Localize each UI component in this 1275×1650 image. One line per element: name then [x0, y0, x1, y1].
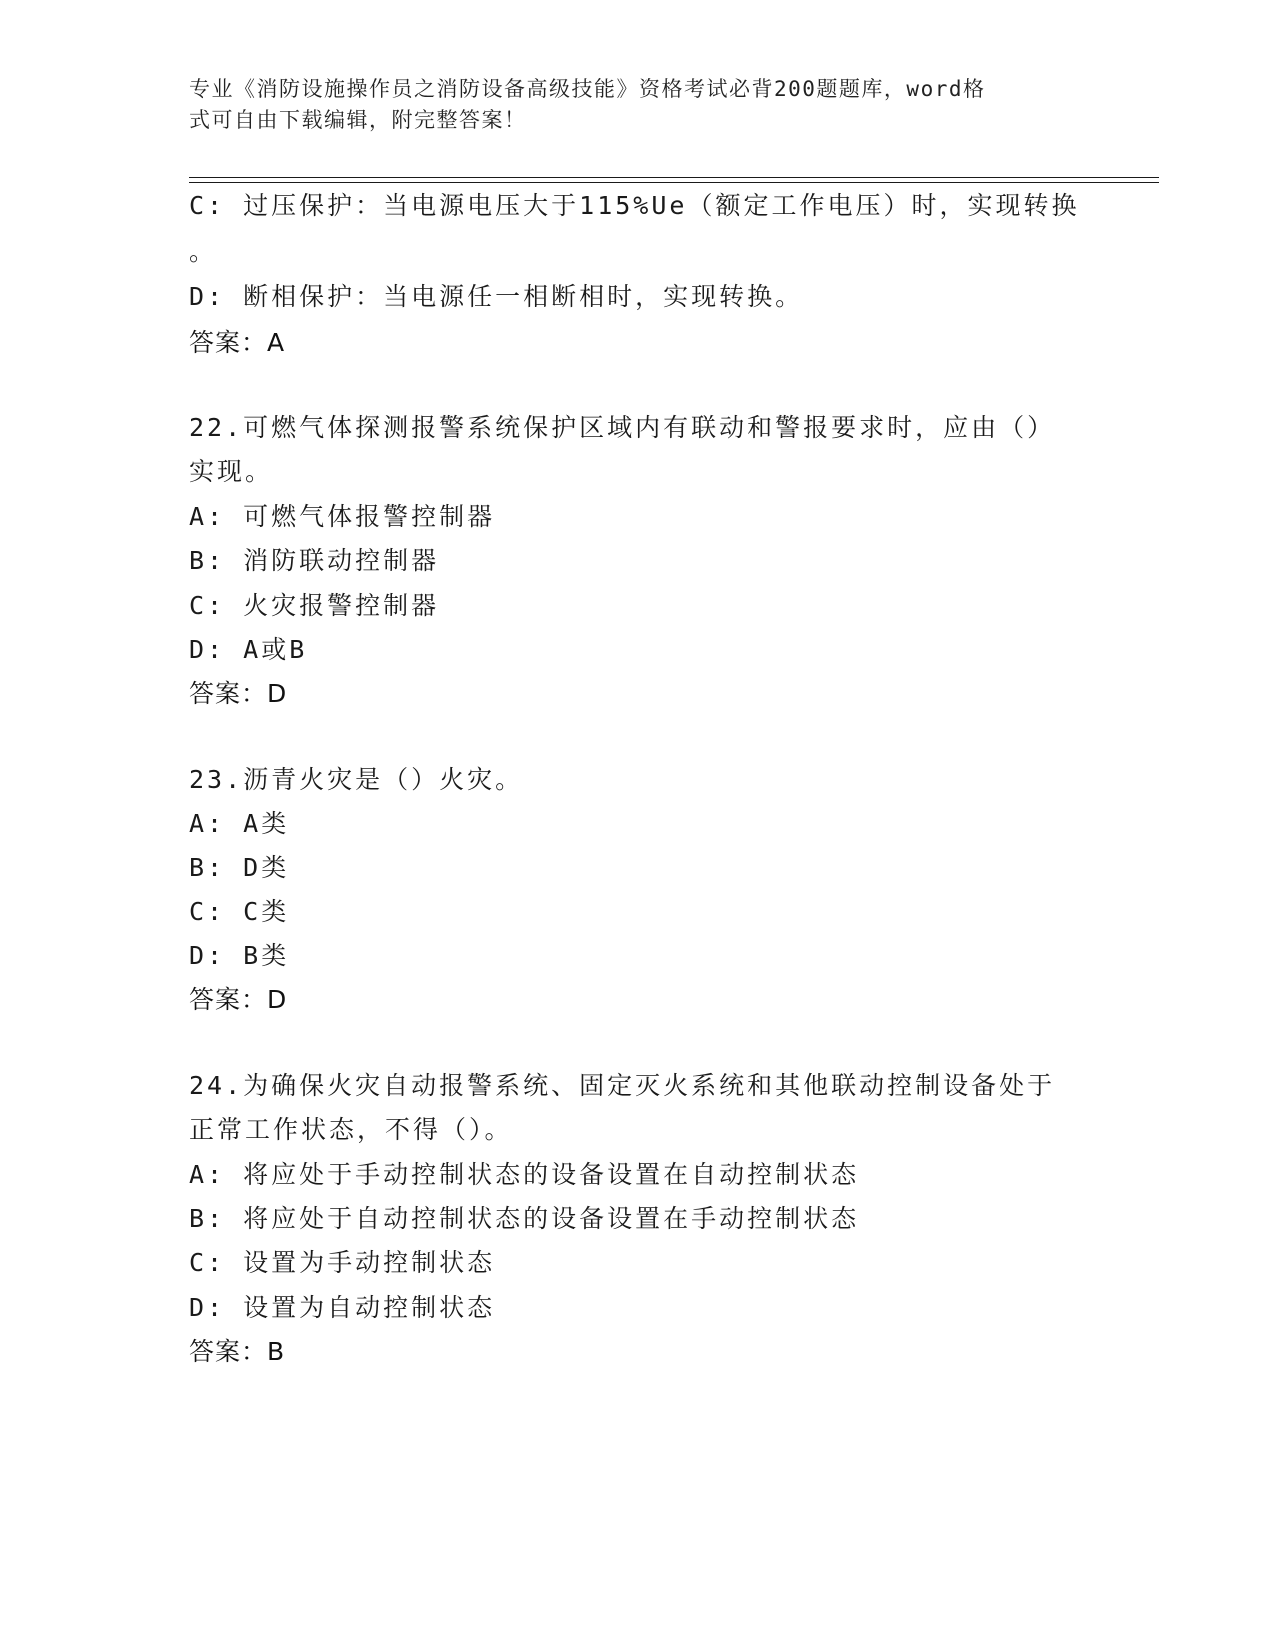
question-24-option-b: B: 将应处于自动控制状态的设备设置在手动控制状态: [189, 1204, 860, 1233]
header-line-1: 专业《消防设施操作员之消防设备高级技能》资格考试必背200题题库，word格: [189, 77, 986, 101]
prev-answer: 答案：A: [189, 328, 286, 357]
question-24-answer: 答案：B: [189, 1337, 286, 1366]
question-22-option-a: A: 可燃气体报警控制器: [189, 502, 496, 531]
prev-option-c: C: 过压保护：当电源电压大于115%Ue（额定工作电压）时，实现转换: [189, 191, 1080, 220]
question-23-option-b: B: D类: [189, 853, 290, 882]
question-23-option-a: A: A类: [189, 809, 290, 838]
question-22-stem-line-1: 22.可燃气体探测报警系统保护区域内有联动和警报要求时，应由（）: [189, 413, 1056, 442]
question-22-option-d: D: A或B: [189, 635, 308, 664]
question-22-answer: 答案：D: [189, 679, 288, 708]
question-24-stem-line-2: 正常工作状态，不得（）。: [189, 1115, 513, 1144]
prev-option-c-continuation: 。: [189, 237, 218, 266]
header-line-2: 式可自由下载编辑，附完整答案！: [189, 108, 527, 132]
question-23-stem-line-1: 23.沥青火灾是（）火灾。: [189, 765, 524, 794]
question-24-option-c: C: 设置为手动控制状态: [189, 1248, 496, 1277]
question-24-option-d: D: 设置为自动控制状态: [189, 1293, 496, 1322]
question-24-option-a: A: 将应处于手动控制状态的设备设置在自动控制状态: [189, 1160, 860, 1189]
question-23-option-d: D: B类: [189, 941, 290, 970]
question-23-option-c: C: C类: [189, 897, 290, 926]
header-divider-top: [189, 177, 1159, 178]
question-22-stem-line-2: 实现。: [189, 457, 274, 486]
prev-option-d: D: 断相保护：当电源任一相断相时，实现转换。: [189, 282, 804, 311]
question-22-option-b: B: 消防联动控制器: [189, 546, 440, 575]
question-22-option-c: C: 火灾报警控制器: [189, 591, 440, 620]
document-header: [189, 74, 1079, 136]
header-divider-bottom: [189, 182, 1159, 183]
question-24-stem-line-1: 24.为确保火灾自动报警系统、固定灭火系统和其他联动控制设备处于: [189, 1071, 1056, 1100]
question-23-answer: 答案：D: [189, 985, 288, 1014]
